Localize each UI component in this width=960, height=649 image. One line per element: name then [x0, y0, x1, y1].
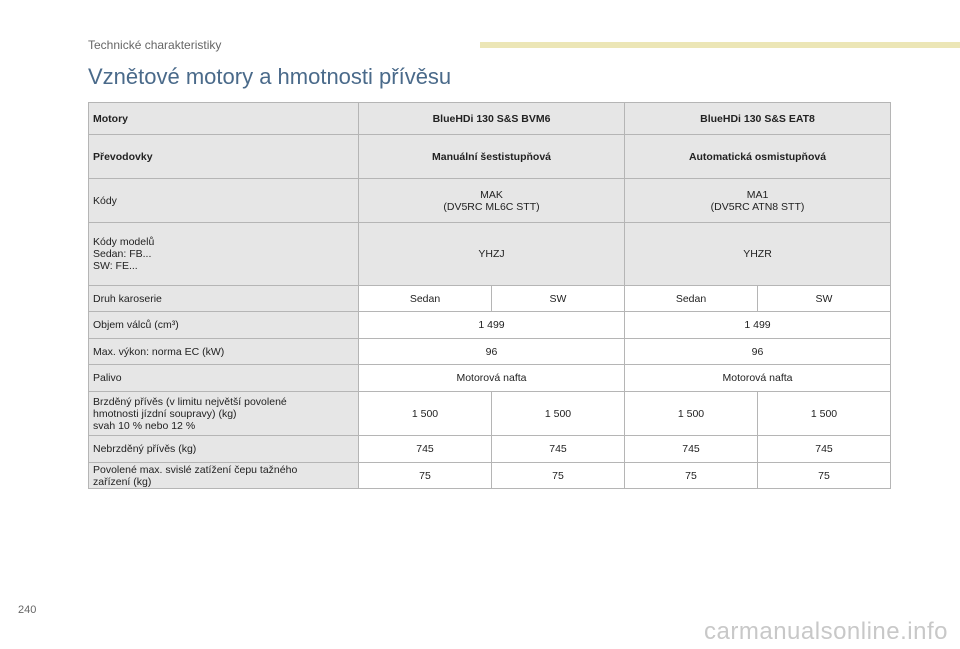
section-label: Technické charakteristiky — [88, 38, 222, 52]
table-row-unbraked-trailer — [89, 436, 891, 463]
cell-model-code-2: YHZR — [625, 223, 891, 286]
table-row-motors — [89, 103, 891, 135]
row-label-fuel: Palivo — [89, 365, 359, 392]
cell-body-1: Sedan — [359, 286, 492, 312]
table-row-power — [89, 339, 891, 365]
table-row-fuel — [89, 365, 891, 392]
cell-braked-2: 1 500 — [492, 392, 625, 436]
row-label-unbraked-trailer: Nebrzděný přívěs (kg) — [89, 436, 359, 463]
cell-gearbox-1: Manuální šestistupňová — [359, 135, 625, 179]
cell-braked-1: 1 500 — [359, 392, 492, 436]
cell-hitch-3: 75 — [625, 463, 758, 489]
row-label-braked-trailer: Brzděný přívěs (v limitu největší povolené hmotnosti jízdní soupravy) (kg) svah 10 % nebo 12 % — [89, 392, 359, 436]
cell-motor-2: BlueHDi 130 S&S EAT8 — [625, 103, 891, 135]
cell-braked-3: 1 500 — [625, 392, 758, 436]
row-label-motors: Motory — [89, 103, 359, 135]
cell-displacement-2: 1 499 — [625, 312, 891, 339]
row-label-body: Druh karoserie — [89, 286, 359, 312]
table-row-displacement — [89, 312, 891, 339]
table-row-codes — [89, 179, 891, 223]
cell-body-2: SW — [492, 286, 625, 312]
row-label-codes: Kódy — [89, 179, 359, 223]
cell-gearbox-2: Automatická osmistupňová — [625, 135, 891, 179]
table-row-braked-trailer — [89, 392, 891, 436]
row-label-gearbox: Převodovky — [89, 135, 359, 179]
cell-motor-1: BlueHDi 130 S&S BVM6 — [359, 103, 625, 135]
cell-codes-1: MAK (DV5RC ML6C STT) — [359, 179, 625, 223]
cell-braked-4: 1 500 — [758, 392, 891, 436]
row-label-hitch-load: Povolené max. svislé zatížení čepu tažného zařízení (kg) — [89, 463, 359, 489]
cell-unbraked-3: 745 — [625, 436, 758, 463]
row-label-power: Max. výkon: norma EC (kW) — [89, 339, 359, 365]
cell-unbraked-2: 745 — [492, 436, 625, 463]
table-row-body — [89, 286, 891, 312]
header-accent-bar — [480, 42, 960, 48]
watermark: carmanualsonline.info — [704, 618, 948, 645]
cell-fuel-1: Motorová nafta — [359, 365, 625, 392]
page-title: Vznětové motory a hmotnosti přívěsu — [88, 64, 452, 89]
cell-body-4: SW — [758, 286, 891, 312]
cell-fuel-2: Motorová nafta — [625, 365, 891, 392]
cell-hitch-1: 75 — [359, 463, 492, 489]
row-label-displacement: Objem válců (cm³) — [89, 312, 359, 339]
cell-hitch-4: 75 — [758, 463, 891, 489]
cell-power-2: 96 — [625, 339, 891, 365]
cell-hitch-2: 75 — [492, 463, 625, 489]
cell-power-1: 96 — [359, 339, 625, 365]
cell-unbraked-1: 745 — [359, 436, 492, 463]
engine-spec-table — [88, 102, 891, 489]
cell-displacement-1: 1 499 — [359, 312, 625, 339]
table-row-hitch-load — [89, 463, 891, 489]
cell-codes-2: MA1 (DV5RC ATN8 STT) — [625, 179, 891, 223]
cell-model-code-1: YHZJ — [359, 223, 625, 286]
page-number: 240 — [18, 604, 37, 616]
row-label-model-codes: Kódy modelů Sedan: FB... SW: FE... — [89, 223, 359, 286]
cell-body-3: Sedan — [625, 286, 758, 312]
cell-unbraked-4: 745 — [758, 436, 891, 463]
table-row-gearbox — [89, 135, 891, 179]
table-row-model-codes — [89, 223, 891, 286]
